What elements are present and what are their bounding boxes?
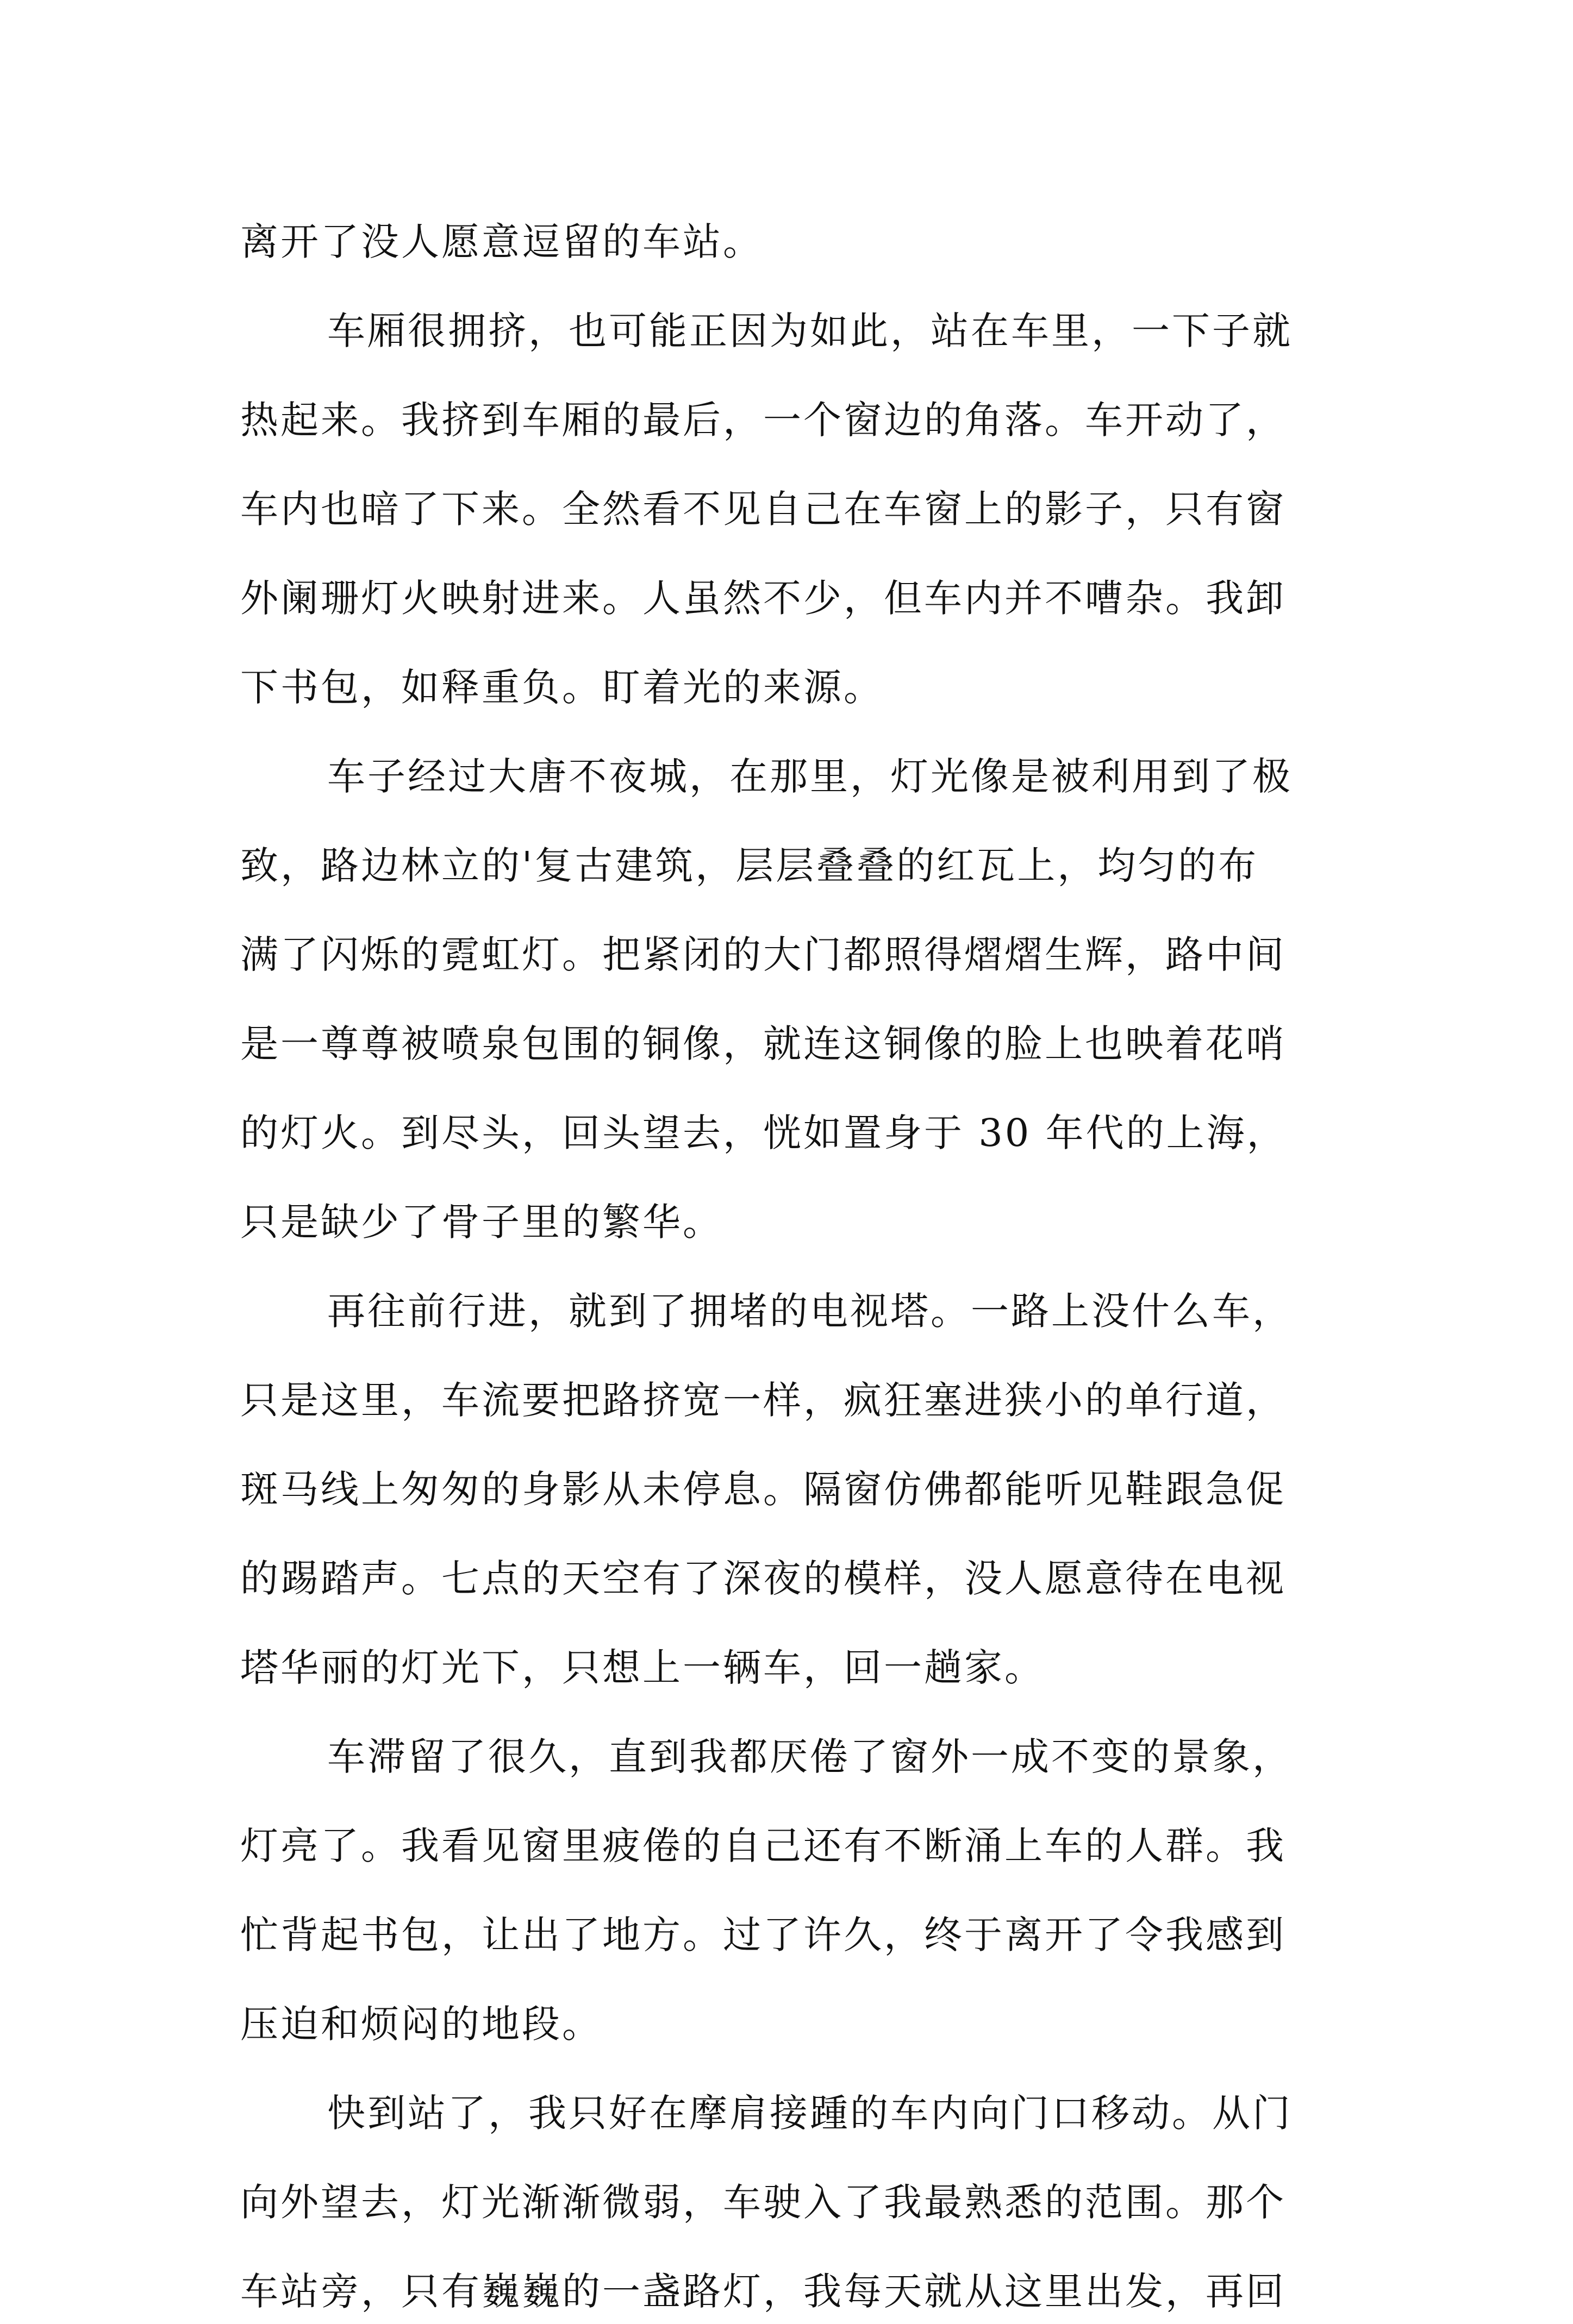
text-line: 再往前行进，就到了拥堵的电视塔。一路上没什么车，	[327, 1289, 1293, 1333]
text-line: 外阑珊灯火映射进来。人虽然不少，但车内并不嘈杂。我卸	[240, 576, 1286, 621]
text-line: 斑马线上匆匆的身影从未停息。隔窗仿佛都能听见鞋跟急促	[240, 1467, 1286, 1512]
text-line: 车站旁，只有巍巍的一盏路灯，我每天就从这里出发，再回	[240, 2269, 1286, 2314]
text-line: 只是这里，车流要把路挤宽一样，疯狂塞进狭小的单行道，	[240, 1378, 1286, 1423]
text-line: 车内也暗了下来。全然看不见自己在车窗上的影子，只有窗	[240, 487, 1286, 531]
text-line: 致，路边林立的'复古建筑，层层叠叠的红瓦上，均匀的布	[240, 843, 1259, 888]
text-line: 车厢很拥挤，也可能正因为如此，站在车里，一下子就	[327, 309, 1293, 353]
text-line: 压迫和烦闷的地段。	[240, 2002, 602, 2046]
text-line: 只是缺少了骨子里的繁华。	[240, 1200, 723, 1244]
text-line: 热起来。我挤到车厢的最后，一个窗边的角落。车开动了，	[240, 398, 1286, 442]
text-line: 是一尊尊被喷泉包围的铜像，就连这铜像的脸上也映着花哨	[240, 1022, 1286, 1066]
text-line: 车子经过大唐不夜城，在那里，灯光像是被利用到了极	[327, 754, 1293, 799]
text-line: 向外望去，灯光渐渐微弱，车驶入了我最熟悉的范围。那个	[240, 2180, 1286, 2225]
text-line: 车滞留了很久，直到我都厌倦了窗外一成不变的景象，	[327, 1734, 1293, 1779]
text-line: 下书包，如释重负。盯着光的来源。	[240, 665, 884, 710]
text-line: 离开了没人愿意逗留的车站。	[240, 220, 763, 264]
text-line: 塔华丽的灯光下，只想上一辆车，回一趟家。	[240, 1645, 1045, 1690]
text-line: 的踢踏声。七点的天空有了深夜的模样，没人愿意待在电视	[240, 1556, 1286, 1601]
text-line: 忙背起书包，让出了地方。过了许久，终于离开了令我感到	[240, 1913, 1286, 1957]
text-line: 灯亮了。我看见窗里疲倦的自己还有不断涌上车的人群。我	[240, 1824, 1286, 1868]
text-line: 满了闪烁的霓虹灯。把紧闭的大门都照得熠熠生辉，路中间	[240, 932, 1286, 977]
text-line: 快到站了，我只好在摩肩接踵的车内向门口移动。从门	[327, 2091, 1293, 2135]
text-line: 的灯火。到尽头，回头望去，恍如置身于 30 年代的上海，	[240, 1111, 1287, 1155]
